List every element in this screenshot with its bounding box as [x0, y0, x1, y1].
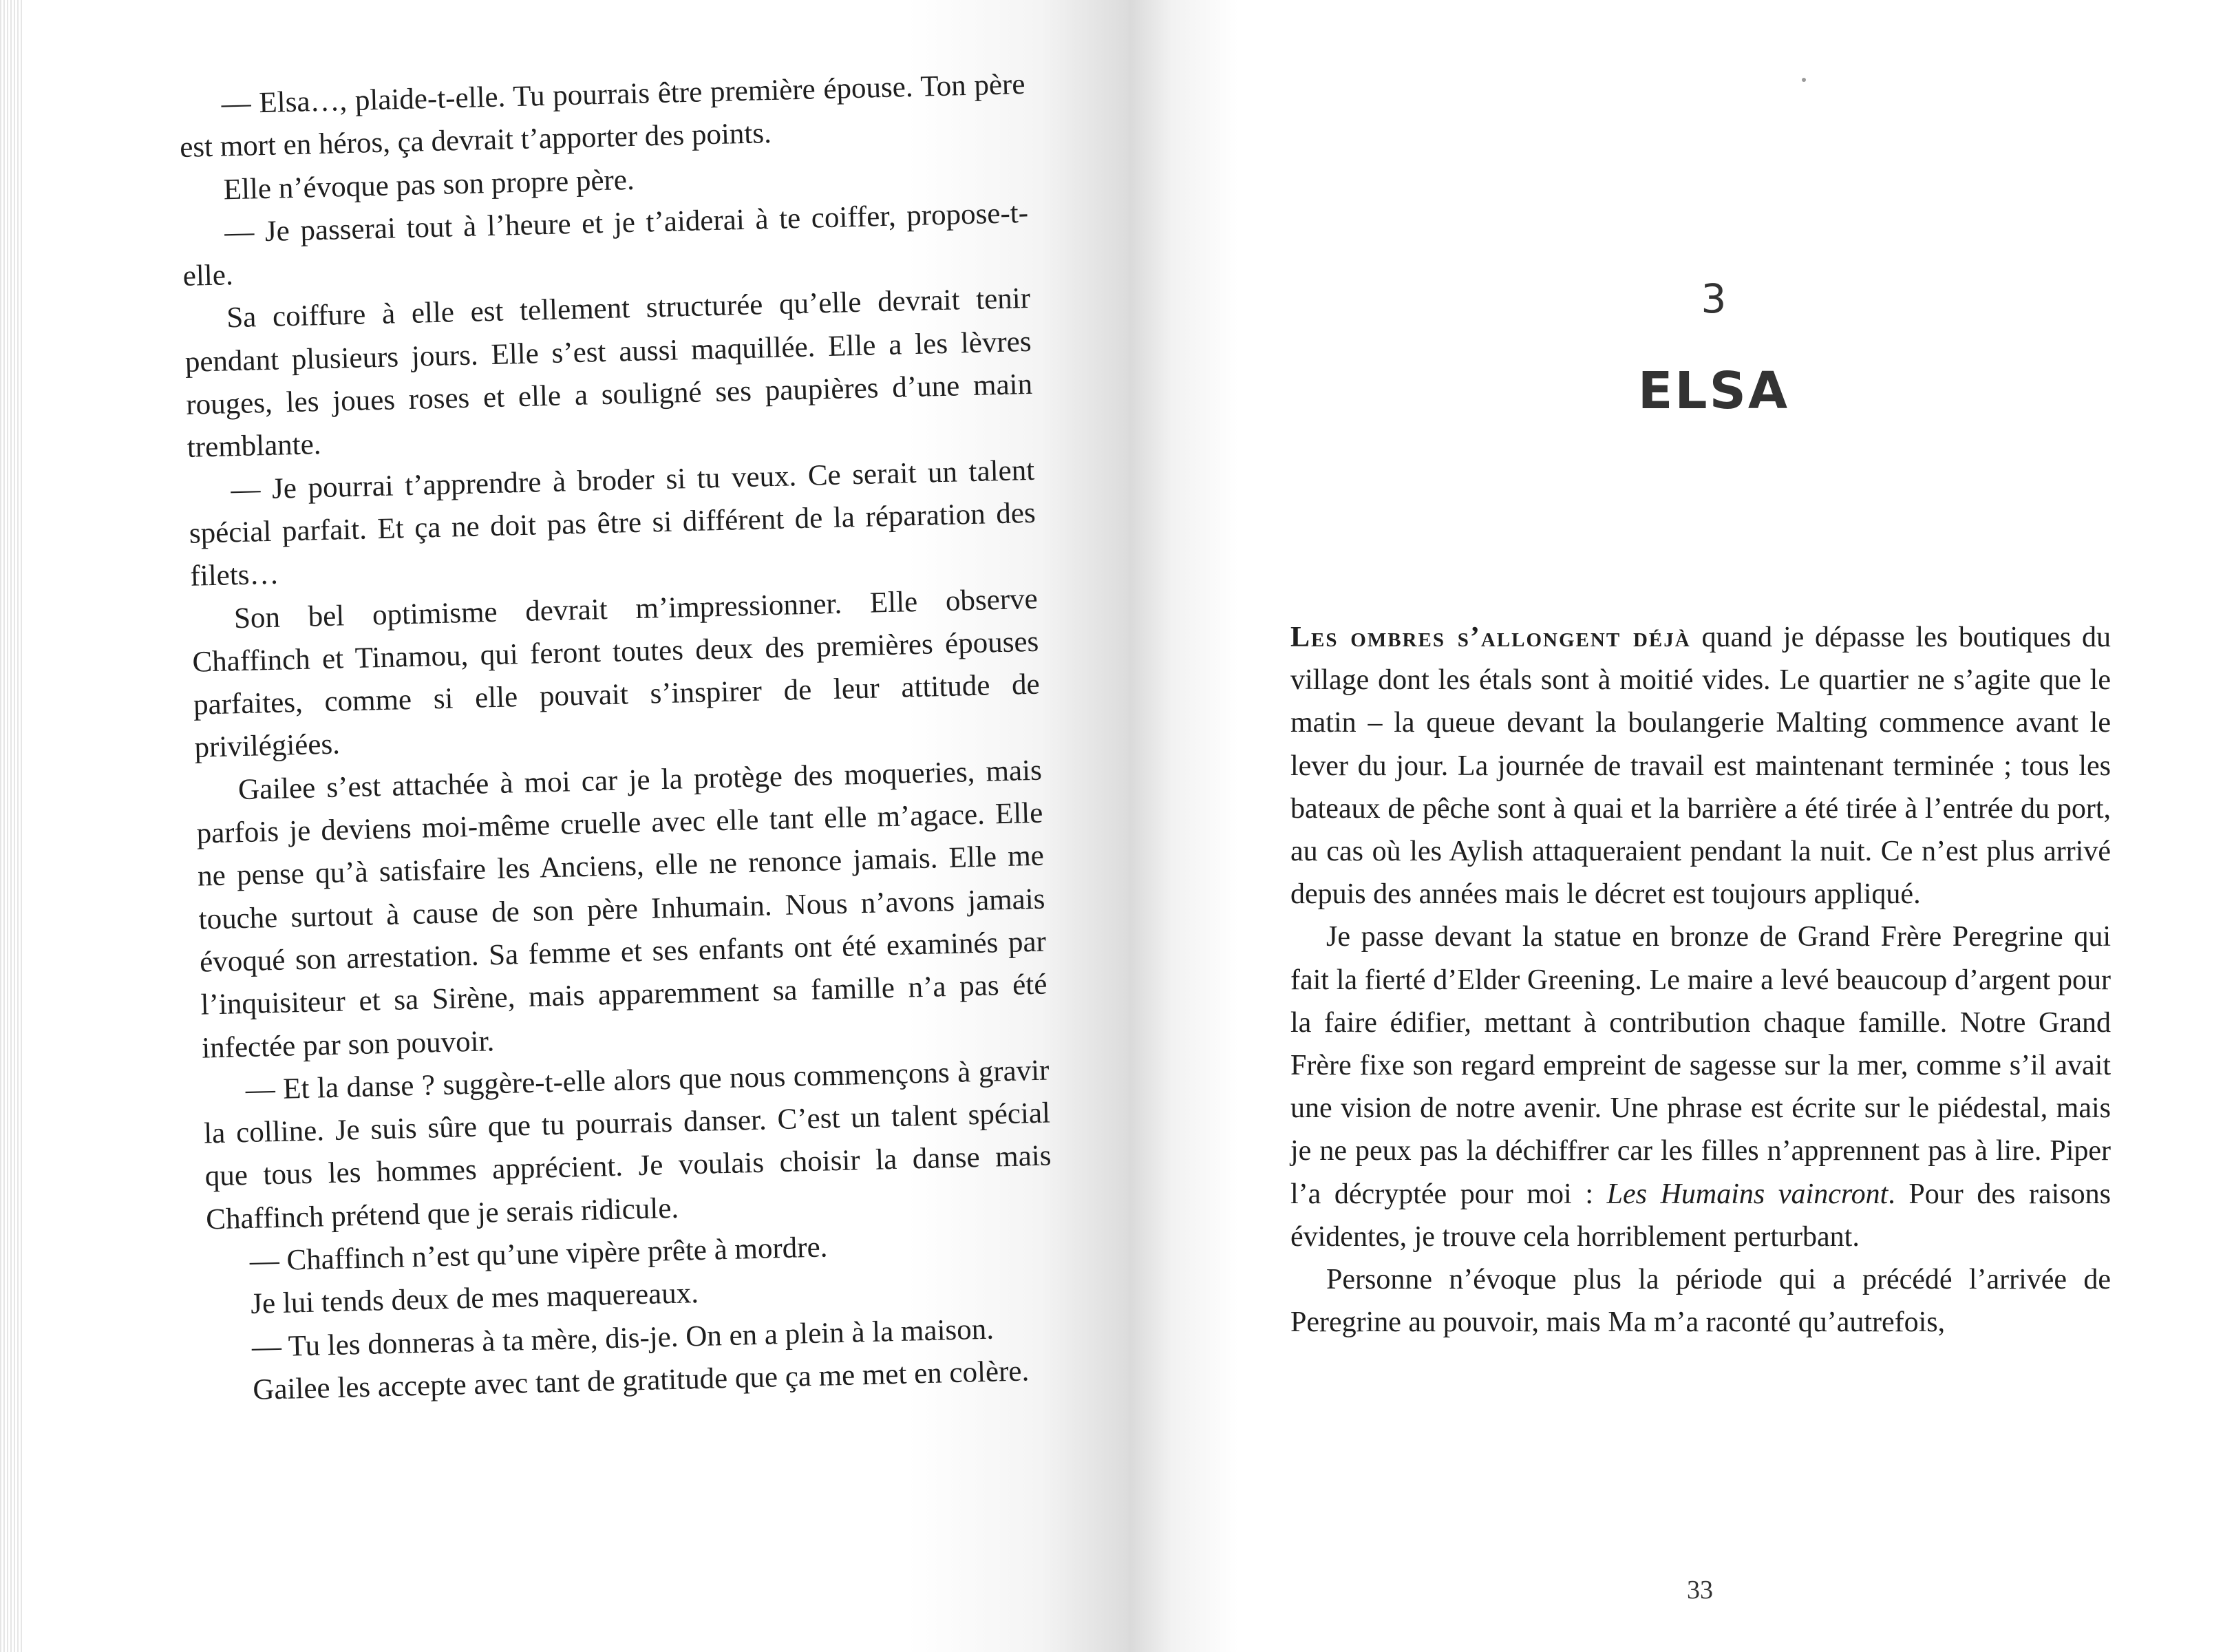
- opening-paragraph: [1290, 616, 2111, 915]
- paragraph: Gailee les accepte avec tant de gratitude que ça me met en colère.: [252, 1355, 1030, 1406]
- paragraph: Elle n’évoque pas son propre père.: [223, 163, 635, 206]
- left-page: [23, 0, 1129, 1652]
- paragraph: — Et la danse ? suggère-t-elle alors que nous commençons à gravir la colline. Je suis sûre que tu pourrais danser. C’est un talent spécial que tous les hommes apprécient. Je voulais choisir la danse mais Chaffinch prétend que je serais ridicule.: [203, 1054, 1052, 1236]
- paragraph: [1290, 915, 2111, 1258]
- paragraph: — Chaffinch n’est qu’une vipère prête à mordre.: [249, 1231, 828, 1278]
- paragraph: Je lui tends deux de mes maquereaux.: [250, 1277, 699, 1321]
- paragraph: Sa coiffure à elle est tellement structurée qu’elle devrait tenir pendant plusieurs jours. Elle s’est aussi maquillée. Elle a les lèvres rouges, les joues roses et elle a souligné ses paupières d’une main tremblante.: [184, 282, 1033, 465]
- paragraph: — Elsa…, plaide-t-elle. Tu pourrais être première épouse. Ton père est mort en héros, ça devrait t’apporter des points.: [179, 67, 1025, 165]
- paragraph-text: . Pour des raisons évidentes, je trouve cela horriblement perturbant.: [1290, 1178, 2111, 1253]
- opening-smallcaps: Les ombres s’allongent déjà: [1290, 622, 1691, 653]
- print-speck: [1802, 78, 1806, 82]
- paragraph: Personne n’évoque plus la période qui a précédé l’arrivée de Peregrine au pouvoir, mais Ma m’a raconté qu’autrefois,: [1290, 1264, 2111, 1339]
- paragraph: Gailee s’est attachée à moi car je la protège des moqueries, mais parfois je deviens moi-même cruelle avec elle tant elle m’agace. Elle ne pense qu’à satisfaire les Anciens, elle ne renonce jamais. Elle me touche surtout à cause de son père Inhumain. Nous n’avons jamais évoqué son arrestation. Sa femme et ses enfants ont été examinés par l’inquisiteur et sa Sirène, mais apparemment sa famille n’a pas été infectée par son pouvoir.: [196, 754, 1047, 1065]
- paragraph: — Tu les donneras à ta mère, dis-je. On en a plein à la maison.: [251, 1313, 994, 1364]
- paragraph: Son bel optimisme devrait m’impressionner. Elle observe Chaffinch et Tinamou, qui feront toutes deux des premières épouses parfaites, comme si elle pouvait s’inspirer de leur attitude de privilégiées.: [191, 582, 1041, 765]
- paragraph-text: Je passe devant la statue en bronze de Grand Frère Peregrine qui fait la fierté d’Elder Greening. Le maire a levé beaucoup d’argent pour la faire édifier, mettant à contribution chaque famille. Notre Grand Frère fixe son regard empreint de sagesse sur la mer, comme s’il avait une vision de notre avenir. Une phrase est écrite sur le piédestal, mais je ne peux pas la déchiffrer car les filles n’apprennent pas à lire. Piper l’a décryptée pour moi :: [1290, 921, 2111, 1210]
- right-page-text: [1290, 616, 2111, 1344]
- left-page-text: [178, 63, 1057, 1413]
- statue-inscription: Les Humains vaincront: [1606, 1178, 1889, 1210]
- page-edges: [0, 0, 23, 1652]
- opening-rest: quand je dépasse les boutiques du village dont les étals sont à moitié vides. Le quartier ne s’agite que le matin – la queue devant la boulangerie Malting commence avant le lever du jour. La journée de travail est maintenant terminée ; tous les bateaux de pêche sont à quai et la barrière a été tirée à l’entrée du port, au cas où les Aylish attaqueraient pendant la nuit. Ce n’est plus arrivé depuis des années mais le décret est toujours appliqué.: [1290, 622, 2111, 911]
- paragraph: — Je pourrai t’apprendre à broder si tu veux. Ce serait un talent spécial parfait. Et ça ne doit pas être si différent de la réparation des filets…: [189, 454, 1036, 593]
- chapter-number: 3: [1701, 275, 1727, 322]
- paragraph: — Je passerai tout à l’heure et je t’aiderai à te coiffer, propose-t-elle.: [182, 196, 1029, 293]
- page-number: 33: [1687, 1576, 1713, 1605]
- chapter-title: ELSA: [1637, 361, 1790, 421]
